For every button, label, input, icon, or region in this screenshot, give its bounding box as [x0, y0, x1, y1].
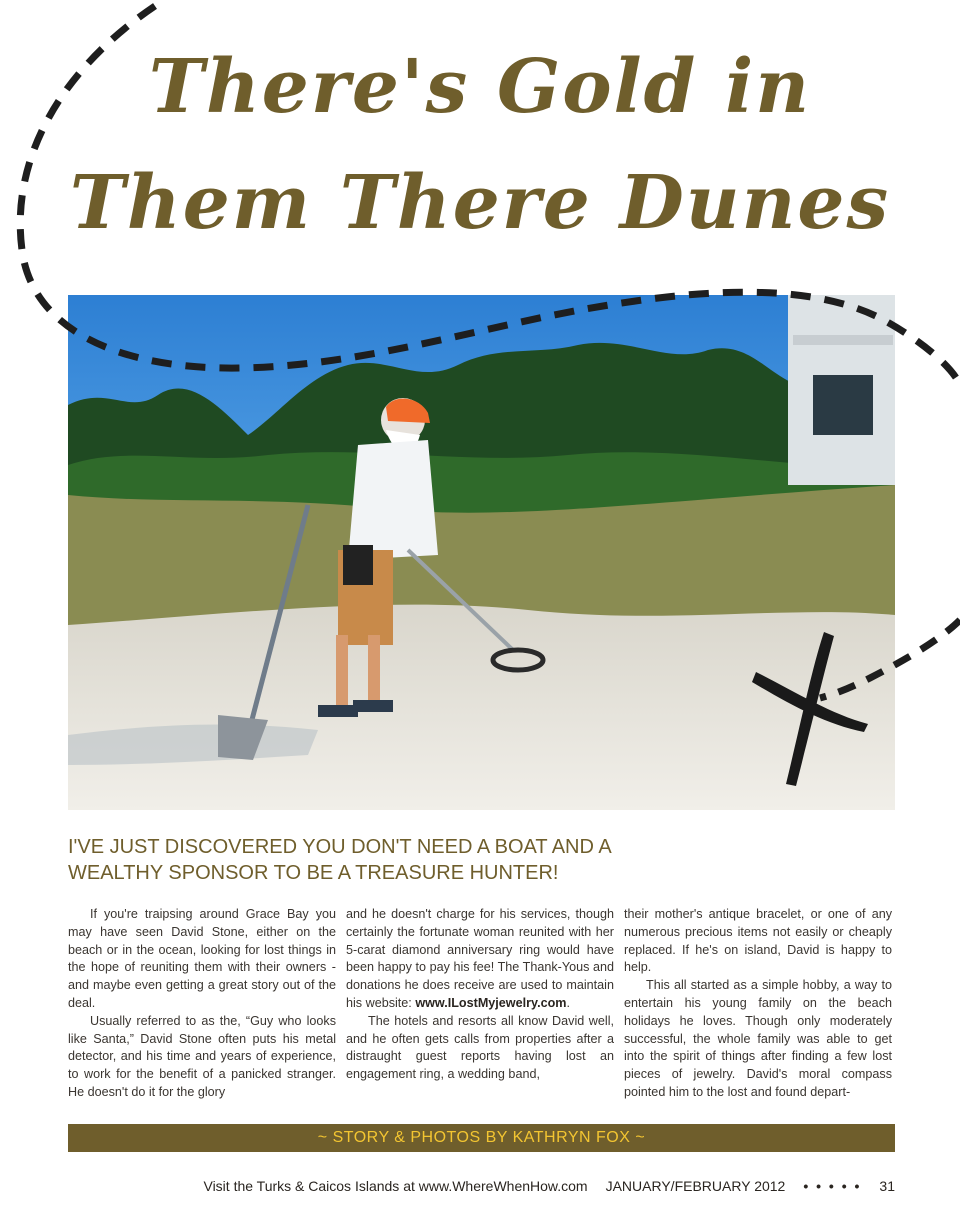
footer-dots: • • • • • [803, 1178, 862, 1194]
paragraph [346, 906, 614, 1013]
footer-issue-date: JANUARY/FEBRUARY 2012 [605, 1178, 786, 1194]
subheadline-line-2: WEALTHY SPONSOR TO BE A TREASURE HUNTER! [68, 862, 559, 884]
article-column-2 [346, 906, 614, 1106]
paragraph: If you're traipsing around Grace Bay you may have seen David Stone, either on the beach or in the ocean, looking for lost things in the hope of reuniting them with their owners - and maybe even getting a great story out of the deal. [68, 907, 336, 1010]
website-link[interactable]: www.ILostMyjewelry.com [415, 995, 567, 1010]
byline-bar: ~ STORY & PHOTOS BY KATHRYN FOX ~ [68, 1124, 895, 1152]
subheadline [68, 834, 768, 886]
paragraph: The hotels and resorts all know David well, and he often gets calls from properties after a distraught guest reports having lost an engagement ring, a wedding band, [346, 1013, 614, 1082]
paragraph: Usually referred to as the, “Guy who looks like Santa,” David Stone often puts his metal detector, and his time and years of experience, to work for the benefit of a panicked stranger. He doesn't do it for the glory [68, 1013, 336, 1099]
headline-line-1: There's Gold in [148, 44, 812, 130]
footer-visit-text: Visit the Turks & Caicos Islands at www.WhereWhenHow.com [203, 1178, 588, 1194]
subheadline-line-1: I'VE JUST DISCOVERED YOU DON'T NEED A BOAT AND A [68, 836, 612, 858]
article-column-1 [68, 906, 336, 1106]
paragraph: their mother's antique bracelet, or one of any numerous precious items not easily or cheaply replaced. If he's on island, David is happy to help. [624, 907, 892, 975]
treasure-x-mark-icon [752, 628, 872, 788]
headline-line-2: Them There Dunes [69, 160, 891, 246]
paragraph-end: . [566, 995, 570, 1010]
paragraph-text: and he doesn't charge for his services, though certainly the fortunate woman reunited with her 5-carat diamond anniversary ring would have been happy to pay his fee! The Thank-Yous and donations he does receive are used to maintain his website: [346, 907, 614, 1010]
page-number: 31 [879, 1178, 895, 1194]
page-footer [203, 1176, 895, 1196]
article-column-3 [624, 906, 892, 1106]
article-body [68, 906, 895, 1106]
paragraph: This all started as a simple hobby, a way to entertain his young family on the beach holidays he loves. Though only moderately successful, the whole family was able to get into the spirit of things after finding a few lost pieces of jewelry. David's moral compass pointed him to the lost and found depart- [624, 978, 892, 1099]
